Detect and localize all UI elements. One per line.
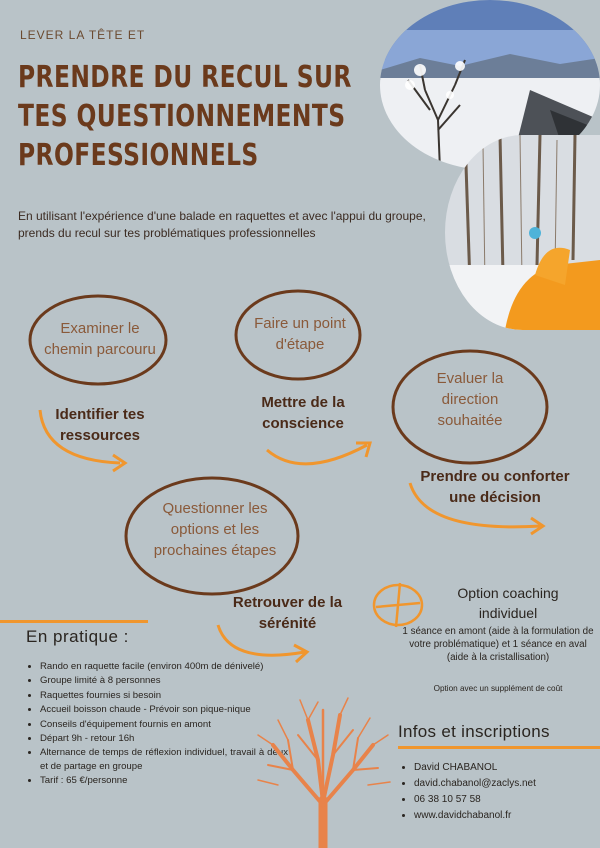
- title-line-2: TES QUESTIONNEMENTS: [18, 99, 346, 134]
- step3-label: Evaluer la direction souhaitée: [436, 370, 504, 429]
- list-item: • Alternance de temps de réflexion individuel, travail à deux et de partage en groupe: [40, 746, 288, 773]
- plus-circle-icon: [370, 580, 425, 630]
- option-note: Option avec un supplément de coût: [433, 684, 563, 693]
- list-item: • Conseils d'équipement fournis en amont: [40, 718, 288, 731]
- pratique-divider: [0, 620, 148, 623]
- list-item: • Groupe limité à 8 personnes: [40, 674, 288, 687]
- list-item: • Accueil boisson chaude - Prévoir son pique-nique: [40, 703, 288, 716]
- page-title: [18, 58, 352, 175]
- list-item: • Départ 9h - retour 16h: [40, 732, 288, 745]
- step4-action: Retrouver de la sérénité: [232, 594, 343, 632]
- list-item: • Rando en raquette facile (environ 400m de dénivelé): [40, 660, 288, 673]
- step4-label: Questionner les options et les prochaines étapes: [153, 500, 277, 559]
- tree-icon: [248, 690, 398, 848]
- step2-label: Faire un point d'étape: [254, 315, 346, 353]
- list-item: • Tarif : 65 €/personne: [40, 774, 288, 787]
- infos-divider: [398, 746, 600, 749]
- kicker-text: LEVER LA TÊTE ET: [20, 28, 146, 42]
- arrow-2-icon: [262, 415, 382, 475]
- step2-action: Mettre de la conscience: [261, 394, 345, 432]
- infos-title: Infos et inscriptions: [398, 722, 550, 741]
- contact-phone[interactable]: • 06 38 10 57 58: [414, 792, 536, 808]
- contact-name: • David CHABANOL: [414, 760, 536, 776]
- arrow-3-icon: [405, 478, 555, 548]
- option-title: Option coaching individuel: [457, 585, 559, 621]
- option-body: 1 séance en amont (aide à la formulation de votre problématique) et 1 séance en aval (aide à la cristallisation): [402, 626, 594, 663]
- arrow-1-icon: [35, 405, 135, 475]
- contact-email-link[interactable]: • david.chabanol@zaclys.net: [414, 776, 536, 792]
- contact-website-link[interactable]: • www.davidchabanol.fr: [414, 808, 536, 824]
- step1-action: Identifier tes ressources: [55, 406, 145, 444]
- infos-list: [398, 760, 536, 824]
- intro-text: En utilisant l'expérience d'une balade en raquettes et avec l'appui du groupe, prends du recul sur tes problématiques professionnelles: [18, 209, 426, 240]
- title-line-3: PROFESSIONNELS: [18, 138, 259, 173]
- step3-action: Prendre ou conforter une décision: [420, 468, 570, 506]
- pratique-title: En pratique :: [26, 627, 129, 646]
- step1-label: Examiner le chemin parcouru: [44, 320, 156, 358]
- snow-forest-photo: [445, 135, 600, 330]
- list-item: • Raquettes fournies si besoin: [40, 689, 288, 702]
- title-line-1: PRENDRE DU RECUL SUR: [18, 60, 352, 95]
